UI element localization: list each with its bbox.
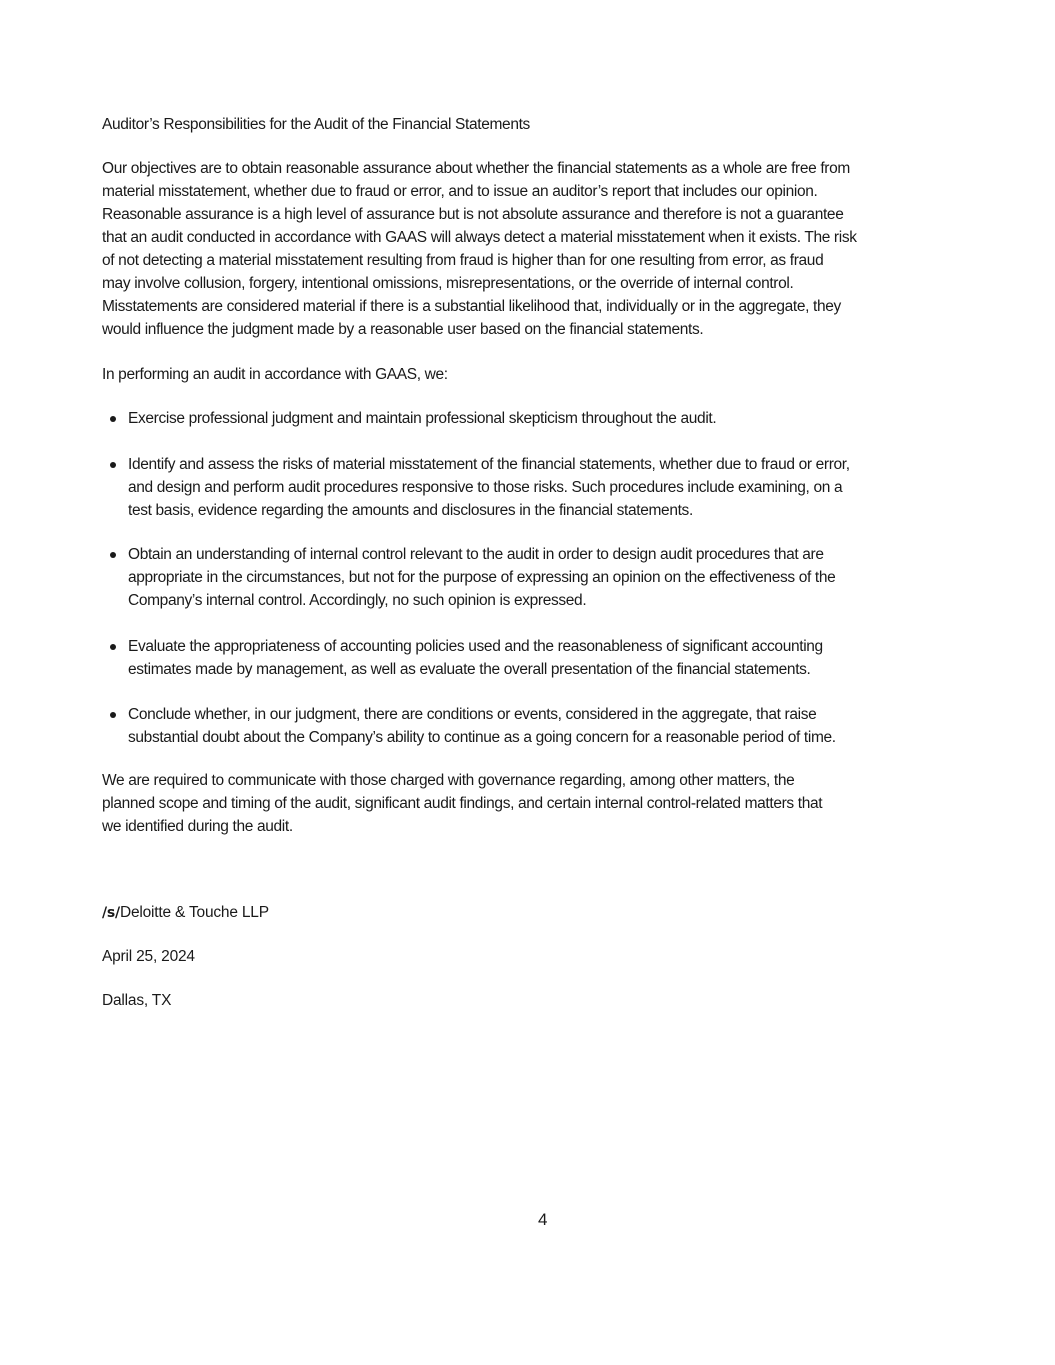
lead-in-line: In performing an audit in accordance with GAAS, we: — [102, 366, 448, 383]
bullet-text: Obtain an understanding of internal control relevant to the audit in order to design audit procedures that are appropriate in the circumstances, but not for the purpose of expressing an opinion on the effectiveness of the Company’s internal control. Accordingly, no such opinion is expressed. — [128, 546, 836, 609]
bullet-icon — [110, 712, 116, 718]
bullet-icon — [110, 644, 116, 650]
paragraph-line: Reasonable assurance is a high level of assurance but is not absolute assurance and therefore is not a guarantee — [102, 206, 844, 223]
intro-paragraph — [102, 157, 1002, 341]
bullet-text: Exercise professional judgment and maintain professional skepticism throughout the audit. — [128, 410, 717, 427]
paragraph-line: material misstatement, whether due to fraud or error, and to issue an auditor’s report that includes our opinion. — [102, 183, 818, 200]
firm-name: Deloitte & Touche LLP — [119, 904, 269, 921]
bullet-icon — [110, 462, 116, 468]
page-number: 4 — [538, 1210, 548, 1229]
bullet-text: Evaluate the appropriateness of accounting policies used and the reasonableness of significant accounting estimates made by management, as well as evaluate the overall presentation of the financial statements. — [128, 638, 823, 678]
paragraph-line: planned scope and timing of the audit, significant audit findings, and certain internal control-related matters that — [102, 795, 823, 812]
bullet-text: Conclude whether, in our judgment, there are conditions or events, considered in the aggregate, that raise substantial doubt about the Company’s ability to continue as a going concern for a reasonable period of time. — [128, 706, 836, 746]
paragraph-line: that an audit conducted in accordance with GAAS will always detect a material misstatement when it exists. The risk — [102, 229, 857, 246]
paragraph-line: of not detecting a material misstatement resulting from fraud is higher than for one resulting from error, as fraud — [102, 252, 824, 269]
paragraph-line: would influence the judgment made by a reasonable user based on the financial statements. — [102, 321, 704, 338]
report-location: Dallas, TX — [102, 992, 172, 1009]
closing-paragraph — [102, 769, 1002, 838]
bullet-icon — [110, 416, 116, 422]
paragraph-line: we identified during the audit. — [102, 818, 293, 835]
signature-line — [102, 901, 269, 925]
paragraph-line: We are required to communicate with those charged with governance regarding, among other matters, the — [102, 772, 795, 789]
lead-in-text — [102, 363, 1002, 386]
bullet-text: Identify and assess the risks of material misstatement of the financial statements, whether due to fraud or error, and design and perform audit procedures responsive to those risks. Such procedures include examining, on a test basis, evidence regarding the amounts and disclosures in the financial statements. — [128, 456, 850, 519]
paragraph-line: Misstatements are considered material if there is a substantial likelihood that, individually or in the aggregate, they — [102, 298, 841, 315]
bullet-icon — [110, 552, 116, 558]
report-date: April 25, 2024 — [102, 948, 195, 965]
paragraph-line: may involve collusion, forgery, intentional omissions, misrepresentations, or the override of internal control. — [102, 275, 794, 292]
paragraph-line: Our objectives are to obtain reasonable assurance about whether the financial statements as a whole are free from — [102, 160, 850, 177]
section-heading: Auditor’s Responsibilities for the Audit of the Financial Statements — [102, 116, 530, 133]
signature-prefix: /s/ — [102, 905, 120, 921]
